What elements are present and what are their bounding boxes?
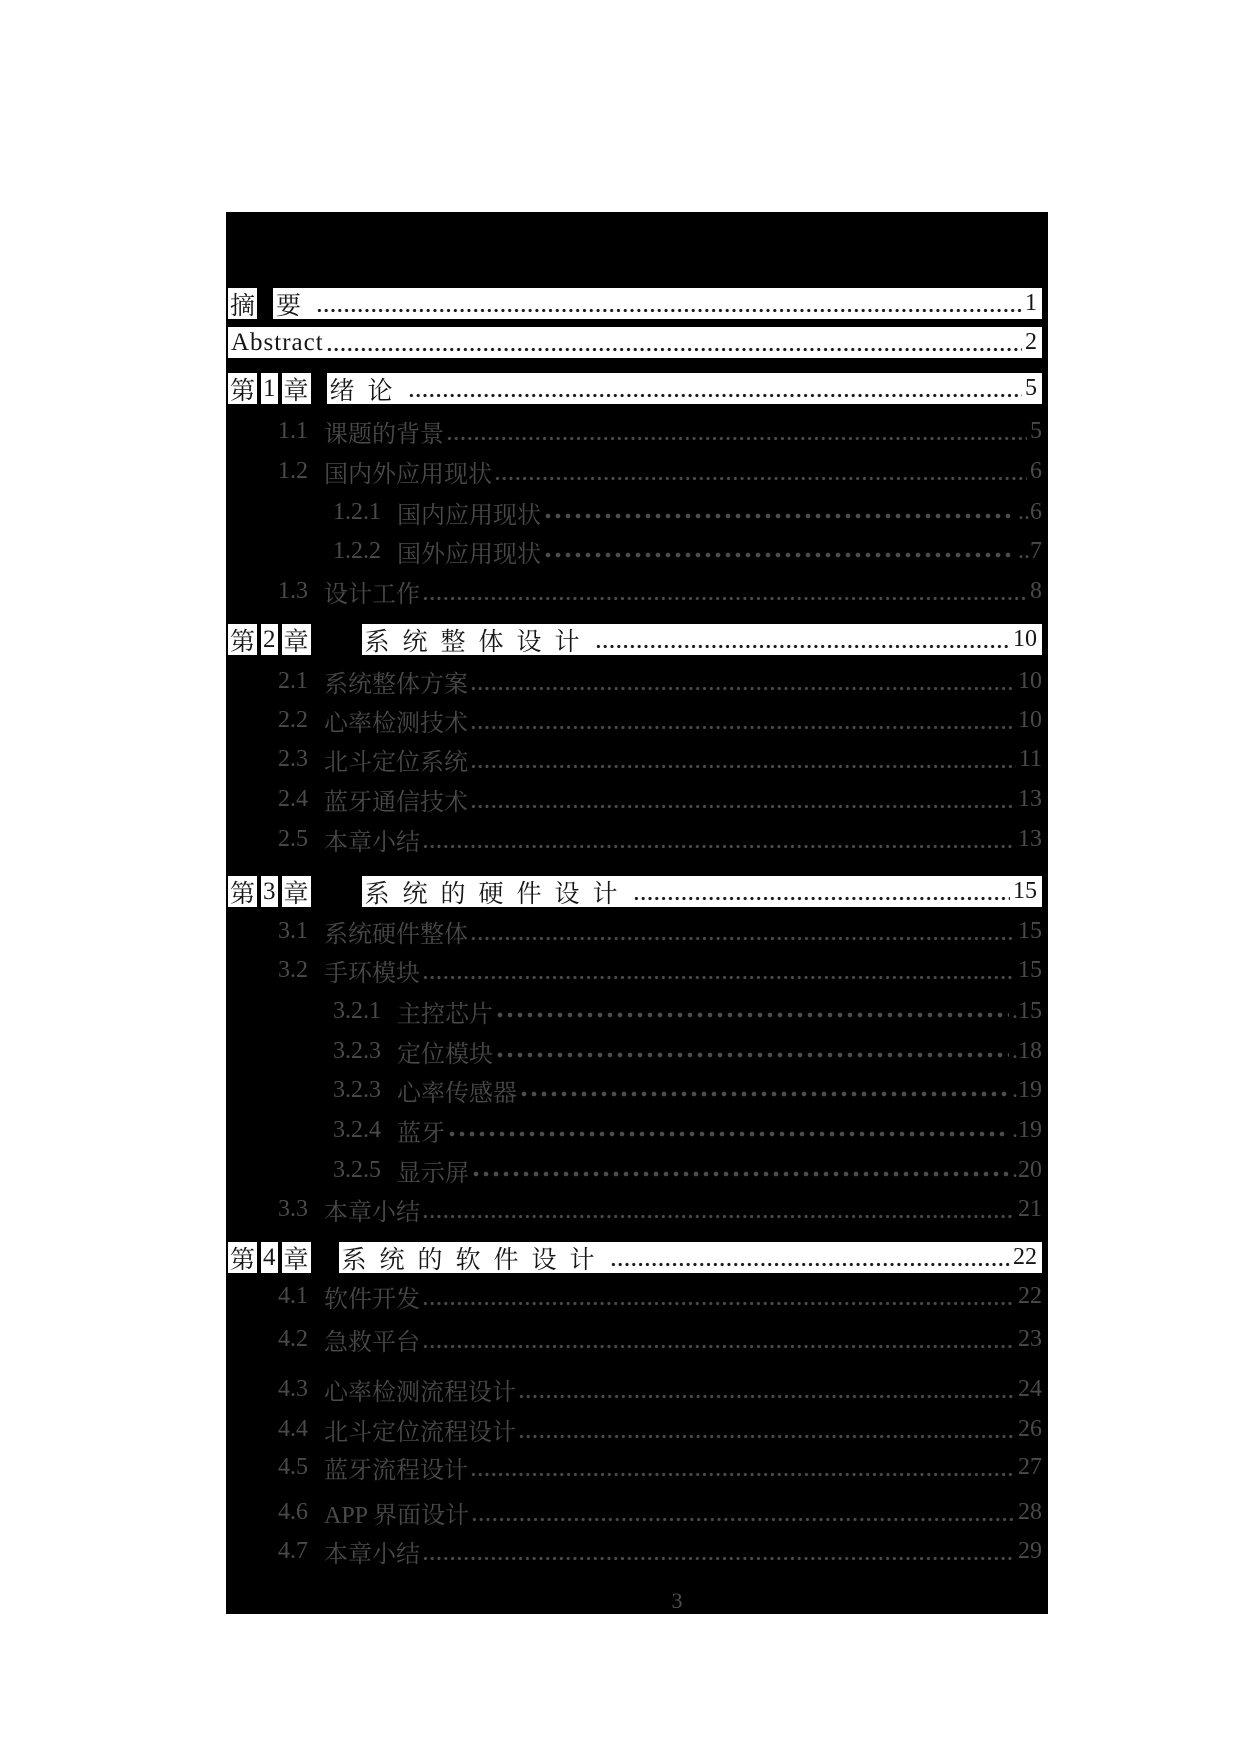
entry-title: 北斗定位系统 [324,750,468,776]
page-number: 8 [1030,578,1042,604]
dot-leader [422,955,1015,986]
dot-leader [519,1075,1009,1106]
entry-title: 蓝牙 [397,1121,445,1147]
chapter-prefix-char: 3 [261,876,278,907]
entry-title: 北斗定位流程设计 [324,1420,516,1446]
entry-number: 1.2.1 [333,499,381,525]
toc-entry-row[interactable] [228,416,1042,447]
entry-number: 4.6 [278,1499,308,1525]
entry-number: 3.1 [278,918,308,944]
dot-leader [422,824,1015,855]
page-number: 5 [1030,418,1042,444]
entry-number: 2.5 [278,826,308,852]
page-number: 10 [1018,707,1042,733]
toc-chapter-row[interactable] [228,876,1042,907]
entry-title: 软件开发 [324,1287,420,1313]
entry-title: 国外应用现状 [397,542,541,568]
page-number: .15 [1012,998,1042,1024]
chapter-prefix-char: 4 [261,1242,278,1273]
dot-leader [470,916,1015,947]
toc-chapter-row[interactable] [228,1242,1042,1273]
dot-leader [495,1036,1009,1067]
toc-entry-row[interactable] [228,1324,1042,1355]
chapter-prefix-char: 章 [282,876,311,907]
entry-title: 本章小结 [324,830,420,856]
entry-title: 蓝牙通信技术 [324,790,468,816]
entry-title: 心率检测流程设计 [324,1380,516,1406]
toc-entry-row[interactable] [228,1194,1042,1225]
page-number: ..7 [1018,538,1042,564]
dot-leader [422,1536,1015,1567]
chapter-prefix-char: 第 [228,876,257,907]
chapter-title-run [362,876,1042,907]
gap-spacer [315,876,362,907]
entry-number: 1.1 [278,418,308,444]
toc-list [228,212,1042,1614]
gap-spacer [261,288,273,319]
toc-entry-row[interactable] [228,744,1042,775]
page-number: 15 [1013,878,1037,904]
toc-entry-row[interactable] [228,1036,1042,1067]
dot-leader [422,1324,1015,1355]
dot-leader [422,576,1027,607]
entry-title: 定位模块 [397,1042,493,1068]
entry-number: 2.4 [278,786,308,812]
toc-entry-row[interactable] [228,1497,1042,1528]
chapter-prefix-char: 第 [228,373,257,404]
entry-number: 1.2.2 [333,538,381,564]
dot-leader [326,327,1022,358]
page-number: .19 [1012,1117,1042,1143]
dot-leader [316,288,1022,319]
entry-number: 3.2 [278,957,308,983]
toc-block [226,212,1048,1614]
dot-leader [470,705,1015,736]
dot-leader [422,1281,1015,1312]
entry-number: 1.2 [278,458,308,484]
toc-entry-row[interactable] [228,784,1042,815]
entry-number: 4.5 [278,1454,308,1480]
chapter-prefix-char: 章 [282,373,311,404]
dot-leader [495,996,1009,1027]
entry-title: APP 界面设计 [324,1503,470,1529]
toc-entry-row[interactable] [228,1536,1042,1567]
page-number: 24 [1018,1376,1042,1402]
toc-chapter-row[interactable] [228,624,1042,655]
chapter-title-run [339,1242,1042,1273]
entry-title: 国内应用现状 [397,503,541,529]
toc-entry-row[interactable] [228,1281,1042,1312]
entry-number: 2.2 [278,707,308,733]
entry-number: 3.2.5 [333,1157,381,1183]
gap-spacer [315,624,362,655]
toc-entry-row[interactable] [228,666,1042,697]
page-number: 10 [1018,668,1042,694]
chapter-prefix-char: 第 [228,624,257,655]
toc-entry-row[interactable] [228,536,1042,567]
toc-entry-row[interactable] [228,955,1042,986]
entry-number: 2.3 [278,746,308,772]
chapter-prefix-char: 章 [282,1242,311,1273]
entry-number: 3.2.4 [333,1117,381,1143]
page-number: .20 [1012,1157,1042,1183]
chapter-prefix-char: 1 [261,373,278,404]
page-number: 22 [1018,1283,1042,1309]
page-number: 13 [1018,826,1042,852]
page-number: 15 [1018,957,1042,983]
chapter-title-run [228,327,1042,358]
dot-leader [446,416,1027,447]
entry-number: 2.1 [278,668,308,694]
toc-entry-row[interactable] [228,916,1042,947]
dot-leader [518,1374,1015,1405]
toc-entry-row[interactable] [228,1075,1042,1106]
toc-entry-row[interactable] [228,576,1042,607]
chapter-title: 系统的软件设计 [341,1246,608,1274]
page-number: 21 [1018,1196,1042,1222]
gap-spacer [315,1242,339,1273]
page-number: 6 [1030,458,1042,484]
chapter-title: 绪论 [329,377,406,405]
dot-leader [543,497,1015,528]
dot-leader [494,456,1027,487]
dot-leader [543,536,1015,567]
page-number: 11 [1018,746,1042,772]
toc-entry-row[interactable] [228,456,1042,487]
toc-chapter-row[interactable] [228,373,1042,404]
entry-title: 本章小结 [324,1200,420,1226]
entry-number: 4.3 [278,1376,308,1402]
page-number: 10 [1013,626,1037,652]
toc-entry-row[interactable] [228,1115,1042,1146]
toc-entry-row[interactable] [228,1452,1042,1483]
gap-spacer [315,373,327,404]
dot-leader [408,373,1022,404]
dot-leader [470,784,1015,815]
dot-leader [610,1242,1010,1273]
chapter-prefix-char: 2 [261,624,278,655]
entry-title: 心率传感器 [397,1081,517,1107]
toc-entry-row[interactable] [228,705,1042,736]
toc-entry-row[interactable] [228,1414,1042,1445]
page-number: 26 [1018,1416,1042,1442]
chapter-prefix-char: 章 [282,624,311,655]
chapter-title: 系统整体设计 [364,628,593,656]
dot-leader [470,1452,1015,1483]
dot-leader [633,876,1010,907]
toc-chapter-row[interactable] [228,288,1042,319]
dot-leader [471,1155,1009,1186]
entry-number: 3.2.3 [333,1077,381,1103]
toc-chapter-row[interactable] [228,327,1042,358]
chapter-title-run [273,288,1042,319]
entry-number: 4.2 [278,1326,308,1352]
page-number: 28 [1018,1499,1042,1525]
footer-page-number: 3 [671,1588,683,1613]
page-number: 22 [1013,1244,1037,1270]
dot-leader [422,1194,1015,1225]
dot-leader [447,1115,1009,1146]
chapter-title-run [327,373,1042,404]
page-number: 2 [1025,329,1037,355]
dot-leader [471,1497,1015,1528]
dot-leader [470,744,1016,775]
page-number: .18 [1012,1038,1042,1064]
page-number: 5 [1025,375,1037,401]
entry-title: 系统整体方案 [324,672,468,698]
entry-number: 4.4 [278,1416,308,1442]
entry-title: 心率检测技术 [324,711,468,737]
toc-entry-row[interactable] [228,497,1042,528]
entry-title: 设计工作 [324,582,420,608]
page-number: 1 [1025,290,1037,316]
page-number: .19 [1012,1077,1042,1103]
toc-entry-row[interactable] [228,1155,1042,1186]
entry-number: 3.3 [278,1196,308,1222]
entry-title: 显示屏 [397,1161,469,1187]
toc-entry-row[interactable] [228,1374,1042,1405]
toc-entry-row[interactable] [228,824,1042,855]
entry-title: 主控芯片 [397,1002,493,1028]
entry-title: 本章小结 [324,1542,420,1568]
entry-number: 3.2.1 [333,998,381,1024]
chapter-prefix-char: 摘 [228,288,257,319]
page-number: ..6 [1018,499,1042,525]
page-number: 15 [1018,918,1042,944]
entry-number: 4.1 [278,1283,308,1309]
page-number: 23 [1018,1326,1042,1352]
chapter-title: 系统的硬件设计 [364,880,631,908]
chapter-title: 要 [276,292,315,320]
page-number: 27 [1018,1454,1042,1480]
entry-title: 系统硬件整体 [324,922,468,948]
dot-leader [518,1414,1015,1445]
entry-number: 3.2.3 [333,1038,381,1064]
chapter-title: Abstract [231,328,324,356]
chapter-title-run [362,624,1042,655]
page-number: 13 [1018,786,1042,812]
entry-title: 蓝牙流程设计 [324,1458,468,1484]
entry-number: 4.7 [278,1538,308,1564]
toc-entry-row[interactable] [228,996,1042,1027]
entry-title: 急救平台 [324,1330,420,1356]
page-number: 29 [1018,1538,1042,1564]
chapter-prefix-char: 第 [228,1242,257,1273]
entry-title: 手环模块 [324,961,420,987]
entry-title: 国内外应用现状 [324,462,492,488]
dot-leader [470,666,1015,697]
dot-leader [595,624,1010,655]
entry-number: 1.3 [278,578,308,604]
entry-title: 课题的背景 [324,422,444,448]
